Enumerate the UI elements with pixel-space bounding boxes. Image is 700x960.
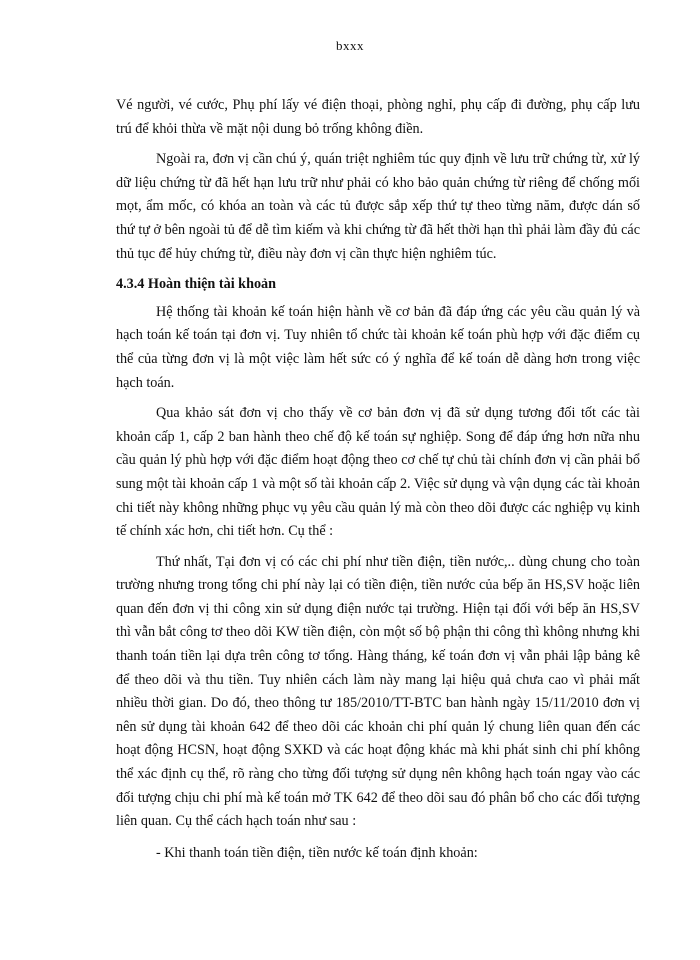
page-header: bxxx: [336, 38, 364, 53]
bullet-line: - Khi thanh toán tiền điện, tiền nước kế toán định khoản:: [156, 844, 478, 861]
section-heading: 4.3.4 Hoàn thiện tài khoản: [116, 276, 277, 293]
paragraph-3: Hệ thống tài khoản kế toán hiện hành về cơ bản đã đáp ứng các yêu cầu quản lý và hạch toán kế toán tại đơn vị. Tuy nhiên tổ chức tài khoản kế toán phù hợp với đặc điểm cụ thể của từng đơn vị là một việc làm hết sức có ý nghĩa để kế toán dễ dàng hơn trong việc hạch toán.: [116, 303, 640, 391]
document-body: [116, 94, 640, 865]
paragraph-5: Thứ nhất, Tại đơn vị có các chi phí như tiền điện, tiền nước,.. dùng chung cho toàn trường nhưng trong tổng chi phí này lại có tiền điện, tiền nước của bếp ăn HS,SV hoặc liên quan đến đơn vị thi công xin sử dụng điện nước tại trường. Hiện tại đối với bếp ăn HS,SV thì vẫn bắt công tơ theo dõi KW tiền điện, còn một số bộ phận thi công thì không nhưng khi thanh toán tiền lại dựa trên công tơ tổng. Hàng tháng, kế toán đơn vị vẫn phải lập bảng kê để theo dõi và thu tiền. Tuy nhiên cách làm này mang lại hiệu quả chưa cao vì phải mất nhiều thời gian. Do đó, theo thông tư 185/2010/TT-BTC ban hành ngày 15/11/2010 đơn vị nên sử dụng tài khoản 642 để theo dõi các khoản chi phí quản lý chung liên quan đến các hoạt động HCSN, hoạt động SXKD và các hoạt động khác mà khi phát sinh chi phí không thể xác định cụ thể, rõ ràng cho từng đối tượng sử dụng nên không hạch toán ngay vào các đối tượng chịu chi phí mà kế toán mở TK 642 để theo dõi sau đó phân bổ cho các đối tượng liên quan. Cụ thể cách hạch toán như sau :: [116, 553, 640, 830]
paragraph-2: Ngoài ra, đơn vị cần chú ý, quán triệt nghiêm túc quy định về lưu trữ chứng từ, xử lý dữ liệu chứng từ đã hết hạn lưu trữ như phải có kho bảo quản chứng từ riêng để chống mối mọt, ẩm mốc, có khóa an toàn và các tủ được sắp xếp thứ tự theo từng năm, được dán số thứ tự ở bên ngoài tủ để dễ tìm kiếm và khi chứng từ đã hết thời hạn thì phải làm đầy đủ các thủ tục để hủy chứng từ, điều này đơn vị cần thực hiện nghiêm túc.: [116, 151, 640, 262]
paragraph-4: Qua khảo sát đơn vị cho thấy về cơ bản đơn vị đã sử dụng tương đối tốt các tài khoản cấp 1, cấp 2 ban hành theo chế độ kế toán sự nghiệp. Song để đáp ứng hơn nữa nhu cầu quản lý phù hợp với đặc điểm hoạt động theo cơ chế tự chủ tài chính đơn vị cần phải bổ sung một tài khoản cấp 1 và một số tài khoản cấp 2. Việc sử dụng và vận dụng các tài khoản chi tiết này không những phục vụ yêu cầu quản lý mà còn theo dõi được các nghiệp vụ kinh tế chính xác hơn, chi tiết hơn. Cụ thể :: [116, 405, 640, 540]
paragraph-1: Vé người, vé cước, Phụ phí lấy vé điện thoại, phòng nghỉ, phụ cấp đi đường, phụ cấp lưu trú để khỏi thừa về mặt nội dung bỏ trống không điền.: [116, 97, 640, 137]
